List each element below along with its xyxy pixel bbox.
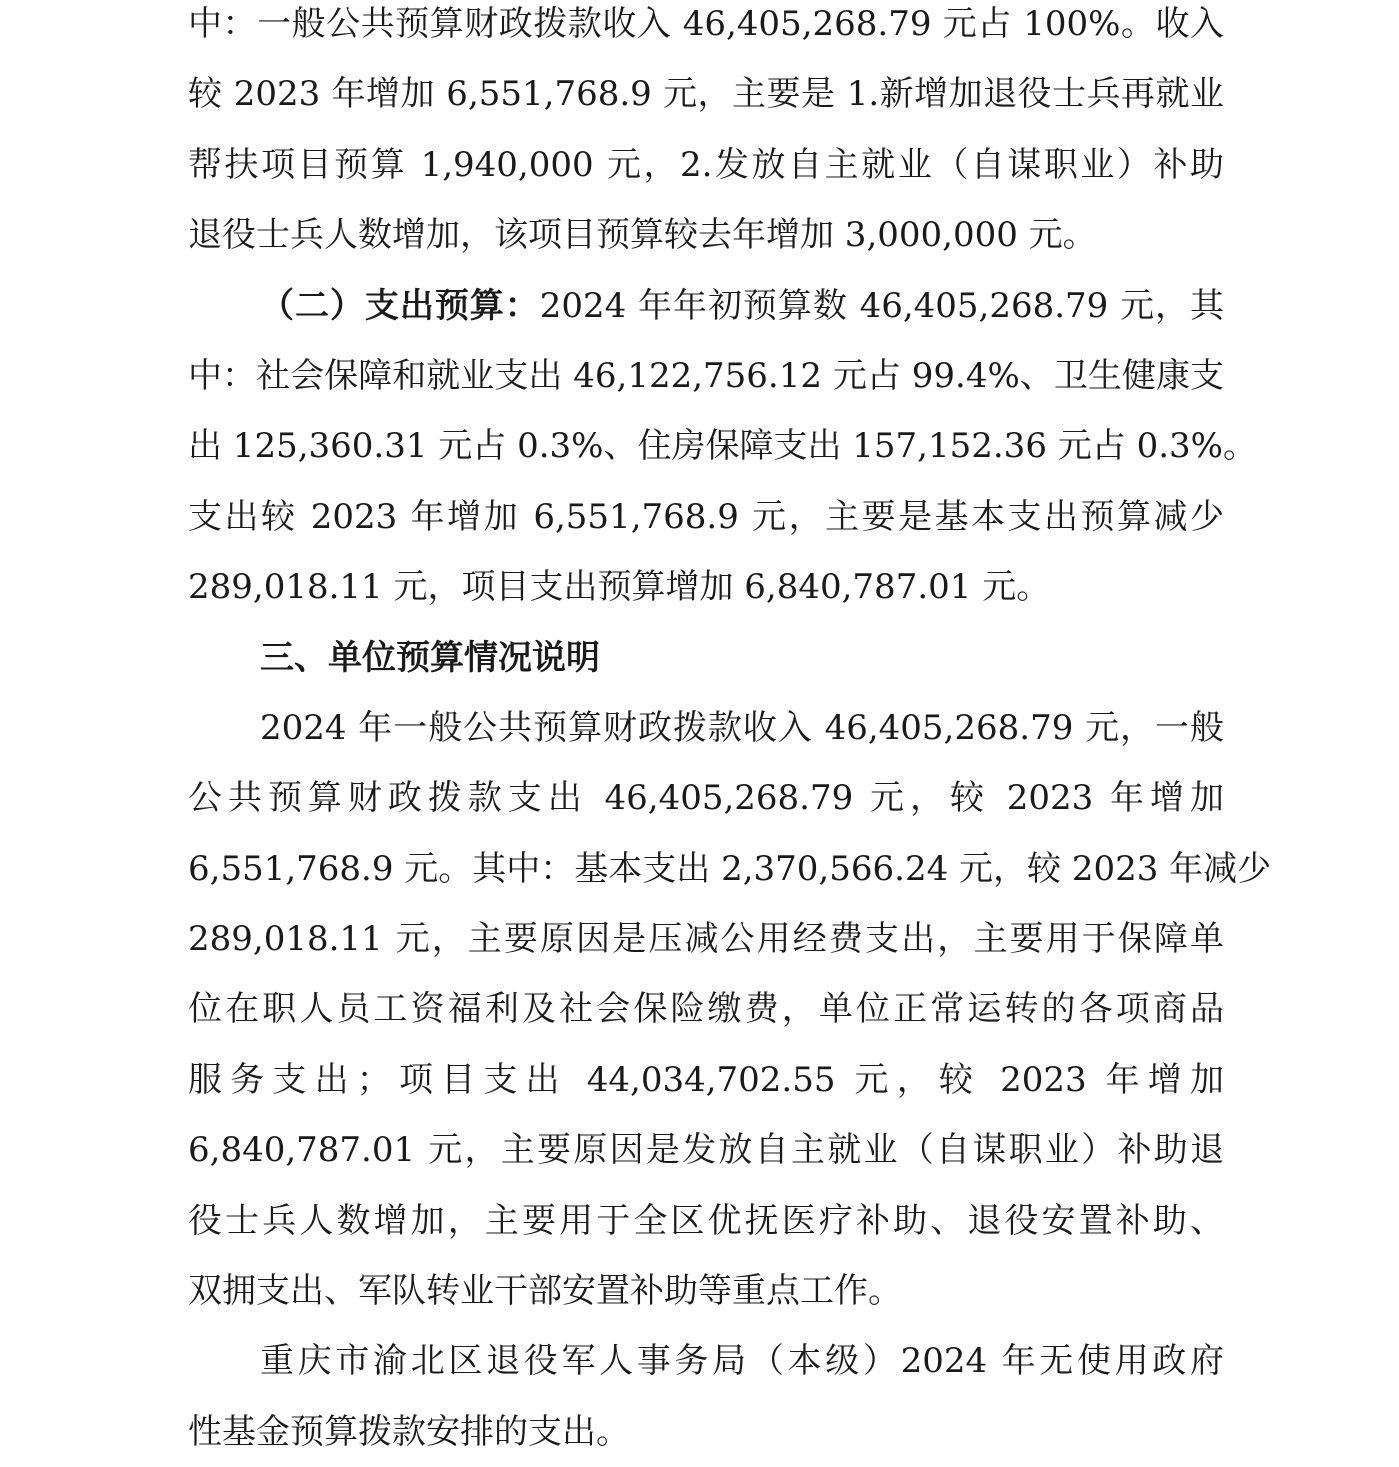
income-paragraph xyxy=(188,0,1224,271)
text-line: 6,551,768.9 元。其中：基本支出 2,370,566.24 元，较 2023 年减少 xyxy=(188,848,1272,889)
text-line: 出 125,360.31 元占 0.3%、住房保障支出 157,152.36 元占 0.3%。 xyxy=(188,426,1257,467)
text-line: 位在职人员工资福利及社会保险缴费，单位正常运转的各项商品 xyxy=(188,989,1224,1030)
text-line: 6,840,787.01 元，主要原因是发放自主就业（自谋职业）补助退 xyxy=(188,1130,1224,1171)
text-line: 服务支出；项目支出 44,034,702.55 元，较 2023 年增加 xyxy=(188,1059,1224,1100)
unit-budget-paragraph xyxy=(188,693,1272,1327)
text-line: 公共预算财政拨款支出 46,405,268.79 元，较 2023 年增加 xyxy=(188,778,1224,819)
text-line: 重庆市渝北区退役军人事务局（本级）2024 年无使用政府 xyxy=(260,1341,1224,1382)
government-fund-paragraph xyxy=(188,1326,1224,1467)
document-page xyxy=(188,0,1272,1467)
text-line xyxy=(188,271,1224,341)
text-line: 双拥支出、军队转业干部安置补助等重点工作。 xyxy=(188,1271,902,1312)
text-line: 性基金预算拨款安排的支出。 xyxy=(188,1411,630,1452)
text-line: 退役士兵人数增加，该项目预算较去年增加 3,000,000 元。 xyxy=(188,215,1097,256)
text-line: 中：一般公共预算财政拨款收入 46,405,268.79 元占 100%。收入 xyxy=(188,4,1224,44)
text-line: 役士兵人数增加，主要用于全区优抚医疗补助、退役安置补助、 xyxy=(188,1200,1224,1241)
text-line: 289,018.11 元，项目支出预算增加 6,840,787.01 元。 xyxy=(188,567,1051,608)
text-line: 较 2023 年增加 6,551,768.9 元，主要是 1.新增加退役士兵再就业 xyxy=(188,74,1224,115)
text-line-content: 2024 年年初预算数 46,405,268.79 元，其 xyxy=(539,285,1225,326)
text-line: 中：社会保障和就业支出 46,122,756.12 元占 99.4%、卫生健康支 xyxy=(188,355,1224,396)
expenditure-paragraph xyxy=(188,271,1257,623)
text-line: 帮扶项目预算 1,940,000 元，2.发放自主就业（自谋职业）补助 xyxy=(188,144,1224,185)
text-line: 支出较 2023 年增加 6,551,768.9 元，主要是基本支出预算减少 xyxy=(188,496,1224,537)
text-line: 2024 年一般公共预算财政拨款收入 46,405,268.79 元，一般 xyxy=(260,707,1224,748)
text-line: 289,018.11 元，主要原因是压减公用经费支出，主要用于保障单 xyxy=(188,919,1224,960)
section-heading: 三、单位预算情况说明 xyxy=(260,637,600,678)
expenditure-subheading: （二）支出预算： xyxy=(260,285,540,326)
